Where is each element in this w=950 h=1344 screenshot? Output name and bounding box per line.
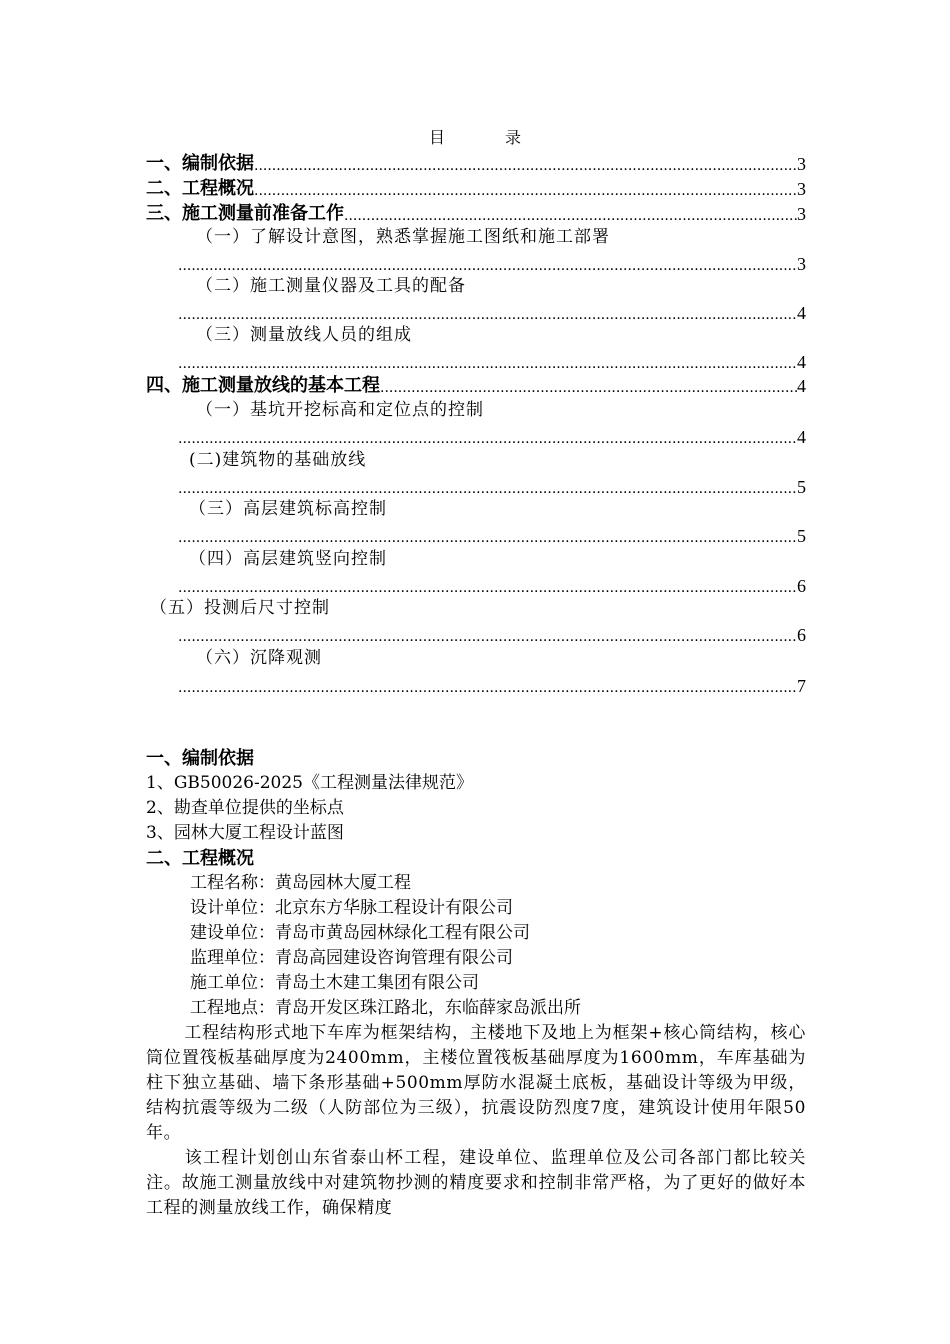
toc-entry-label: 二、工程概况	[146, 178, 254, 199]
toc-entry-label: 三、施工测量前准备工作	[146, 203, 344, 224]
toc-entry-12[interactable]	[178, 622, 806, 646]
toc-page-number: 4	[797, 427, 806, 447]
section1-heading: 一、编制依据	[146, 748, 254, 769]
toc-leader-dots	[178, 355, 797, 373]
construction-unit-line: 施工单位：青岛土木建工集团有限公司	[190, 973, 479, 993]
section1-item-1: 1、GB50026-2025《工程测量法律规范》	[146, 773, 473, 793]
toc-page-number: 3	[797, 254, 806, 274]
design-unit-line: 设计单位：北京东方华脉工程设计有限公司	[190, 898, 513, 918]
toc-entry-6-label[interactable]: （三）测量放线人员的组成	[196, 325, 412, 345]
toc-entry-label: 四、施工测量放线的基本工程	[146, 375, 380, 396]
quality-paragraph-text: 该工程计划创山东省泰山杯工程，建设单位、监理单位及公司各部门都比较关注。故施工测量放线中对建筑物抄测的精度要求和控制非常严格，为了更好的做好本工程的测量放线工作，确保精度	[146, 1148, 806, 1218]
toc-entry-9[interactable]	[178, 474, 806, 498]
toc-entry-5[interactable]	[178, 300, 806, 324]
toc-entry-9-label[interactable]: (二)建筑物的基础放线	[189, 450, 367, 470]
toc-leader-dots	[344, 207, 797, 225]
toc-leader-dots	[178, 306, 797, 324]
toc-entry-3[interactable]	[146, 201, 806, 225]
toc-entry-10-label[interactable]: （三）高层建筑标高控制	[189, 499, 387, 519]
toc-entry-10[interactable]	[178, 523, 806, 547]
toc-page-number: 5	[797, 477, 806, 497]
toc-entry-11-label[interactable]: （四）高层建筑竖向控制	[189, 549, 387, 569]
toc-title	[0, 125, 950, 148]
toc-page-number: 3	[797, 154, 806, 174]
toc-leader-dots	[178, 257, 797, 275]
toc-entry-6[interactable]	[178, 349, 806, 373]
toc-page-number: 3	[797, 204, 806, 224]
toc-entry-4[interactable]	[178, 251, 806, 275]
toc-entry-11[interactable]	[178, 573, 806, 597]
toc-leader-dots	[178, 579, 797, 597]
section2-heading: 二、工程概况	[146, 848, 254, 869]
toc-entry-5-label[interactable]: （二）施工测量仪器及工具的配备	[196, 276, 466, 296]
section1-item-3: 3、园林大厦工程设计蓝图	[146, 823, 344, 843]
toc-leader-dots	[380, 379, 797, 397]
project-location-line: 工程地点：青岛开发区珠江路北，东临薛家岛派出所	[190, 998, 581, 1018]
toc-entry-7[interactable]	[146, 373, 806, 397]
toc-title-char-2: 录	[505, 128, 522, 147]
toc-entry-label: 一、编制依据	[146, 153, 254, 174]
toc-leader-dots	[178, 430, 797, 448]
toc-page-number: 4	[797, 303, 806, 323]
toc-page-number: 5	[797, 526, 806, 546]
section1-item-2: 2、勘查单位提供的坐标点	[146, 798, 344, 818]
toc-page-number: 4	[797, 352, 806, 372]
quality-paragraph	[146, 1146, 806, 1221]
toc-entry-4-label[interactable]: （一）了解设计意图，熟悉掌握施工图纸和施工部署	[196, 227, 610, 247]
project-name-line: 工程名称：黄岛园林大厦工程	[190, 873, 411, 893]
toc-leader-dots	[178, 679, 797, 697]
toc-entry-8-label[interactable]: （一）基坑开挖标高和定位点的控制	[196, 400, 484, 420]
toc-leader-dots	[254, 157, 797, 175]
toc-leader-dots	[178, 628, 797, 646]
toc-leader-dots	[178, 529, 797, 547]
toc-entry-12-label[interactable]: （五）投测后尺寸控制	[150, 598, 330, 618]
toc-entry-13[interactable]	[178, 673, 806, 697]
toc-entry-13-label[interactable]: （六）沉降观测	[196, 648, 322, 668]
toc-leader-dots	[178, 480, 797, 498]
toc-page-number: 3	[797, 179, 806, 199]
supervision-unit-line: 监理单位：青岛高园建设咨询管理有限公司	[190, 948, 513, 968]
toc-page-number: 6	[797, 625, 806, 645]
toc-leader-dots	[254, 182, 797, 200]
structure-paragraph-text: 工程结构形式地下车库为框架结构，主楼地下及地上为框架+核心筒结构，核心筒位置筏板基础厚度为2400mm，主楼位置筏板基础厚度为1600mm，车库基础为柱下独立基础、墙下条形基础+500mm厚防水混凝土底板，基础设计等级为甲级，结构抗震等级为二级（人防部位为三级），抗震设防烈度7度，建筑设计使用年限50年。	[146, 1023, 806, 1143]
toc-title-char-1: 目	[428, 128, 445, 147]
toc-page-number: 4	[797, 376, 806, 396]
toc-entry-1[interactable]	[146, 151, 806, 175]
owner-unit-line: 建设单位：青岛市黄岛园林绿化工程有限公司	[190, 923, 530, 943]
toc-entry-8[interactable]	[178, 424, 806, 448]
toc-page-number: 6	[797, 576, 806, 596]
toc-entry-2[interactable]	[146, 176, 806, 200]
toc-page-number: 7	[797, 676, 806, 696]
structure-paragraph	[146, 1021, 806, 1146]
